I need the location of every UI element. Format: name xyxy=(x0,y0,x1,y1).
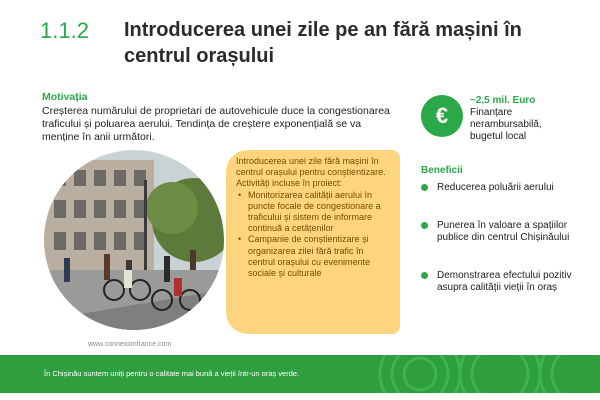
benefit-text: Punerea în valoare a spațiilor publice din centrul Chișinăului xyxy=(437,220,570,243)
motivation-heading: Motivația xyxy=(42,91,88,103)
motivation-text: Creșterea numărului de proprietari de autovehicule duce la congestionarea traficului și poluarea aerului. Tendința de creștere exponențială se va menține în anii următori. xyxy=(42,105,390,143)
project-activities-callout xyxy=(226,150,400,334)
euro-icon: € xyxy=(421,95,463,137)
bullet-dot-icon xyxy=(421,184,428,191)
page-title: Introducerea unei zile pe an fără mașini în centrul orașului xyxy=(124,19,522,67)
city-street-photo xyxy=(44,150,224,330)
footer-text: În Chișinău suntem uniți pentru o calitate mai bună a vieții într-un oraș verde. xyxy=(44,369,300,378)
list-item: • Monitorizarea calității aerului în puncte focale de congestionare a traficului și sistem de informare continuă a cetățenilor xyxy=(248,190,388,235)
section-number: 1.1.2 xyxy=(40,18,89,43)
funding-description: Finanțare nerambursabilă, bugetul local xyxy=(470,107,542,142)
photo-credit: www.connexionfrance.com xyxy=(88,341,172,348)
activities-list xyxy=(236,190,388,280)
footer-bar xyxy=(0,355,600,393)
city-street-illustration xyxy=(44,150,224,330)
funding-amount: ~2,5 mil. Euro xyxy=(470,95,536,106)
callout-intro: Introducerea unei zile fără mașini în centrul orașului pentru conștientizare. Activități incluse în proiect: xyxy=(236,156,386,189)
bullet-dot-icon xyxy=(421,222,428,229)
benefit-text: Demonstrarea efectului pozitiv asupra calității vieții în oraș xyxy=(437,270,572,293)
benefits-heading: Beneficii xyxy=(421,165,463,176)
bullet-dot-icon xyxy=(421,272,428,279)
benefit-text: Reducerea poluării aerului xyxy=(437,182,554,193)
list-item: • Campanie de conștientizare și organizarea zilei fără trafic în centrul orașului cu evenimente sociale și culturale xyxy=(248,234,388,279)
